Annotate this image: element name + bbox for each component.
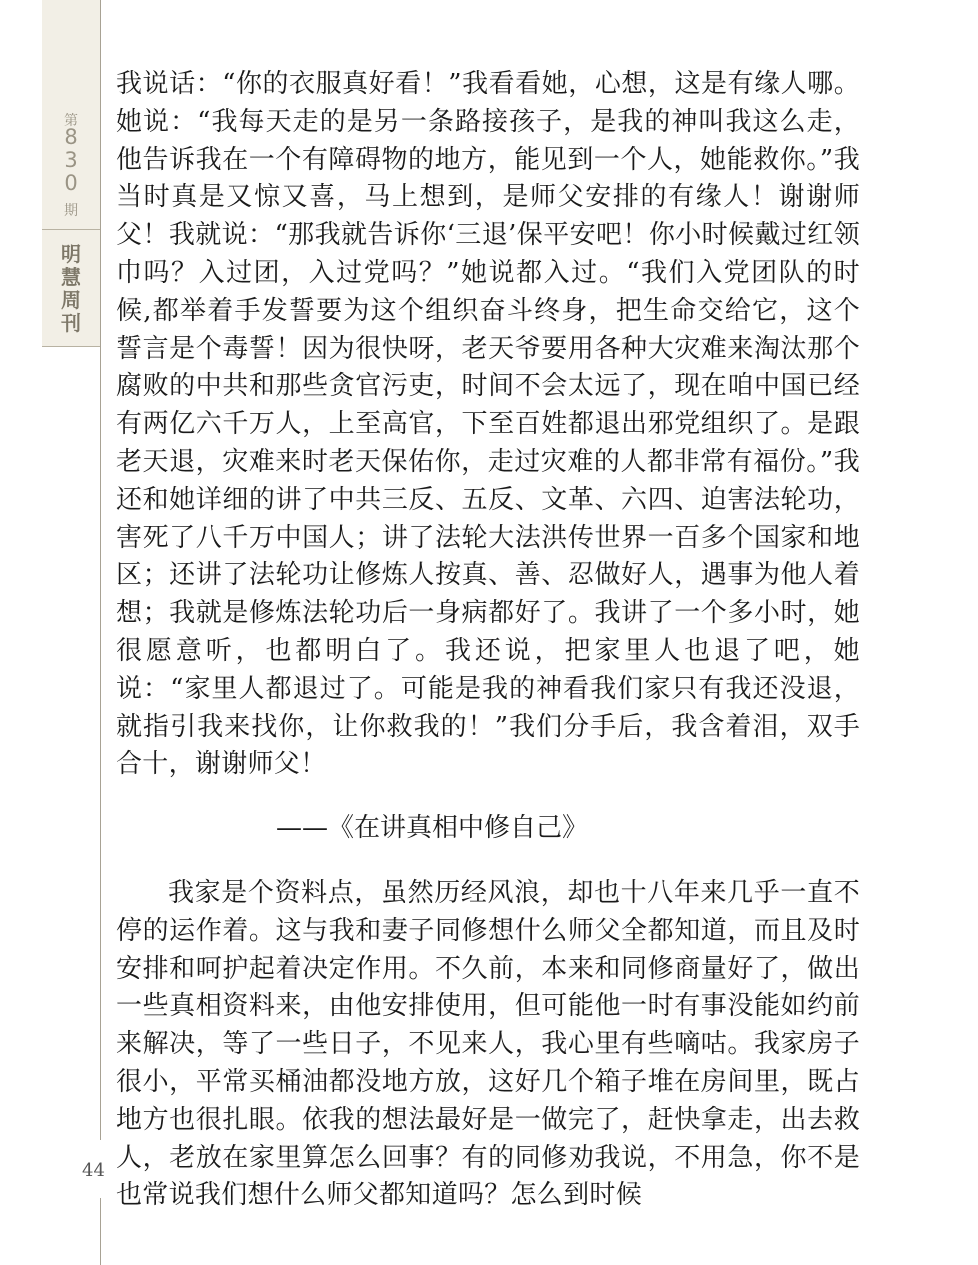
article-source: ——《在讲真相中修自己》 xyxy=(276,813,589,844)
paragraph-2: 我家是个资料点，虽然历经风浪，却也十八年来几乎一直不停的运作着。这与我和妻子同修想什么师父全都知道，而且及时安排和呵护起着决定作用。不久前，本来和同修商量好了，做出一些真相资料来，由他安排使用，但可能他一时有事没能如约前来解决，等了一些日子，不见来人，我心里有些嘀咕。我家房子很小，平常买桶油都没地方放，这好几个箱子堆在房间里，既占地方也很扎眼。依我的想法最好是一做完了，赶快拿走，出去救人，老放在家里算怎么回事？有的同修劝我说，不用急，你不是也常说我们想什么师父都知道吗？怎么到时候 xyxy=(116,877,860,1211)
article-body xyxy=(116,66,860,1215)
issue-prefix: 第 xyxy=(64,113,78,129)
issue-suffix: 期 xyxy=(64,203,78,219)
margin-rule xyxy=(100,0,101,1140)
issue-number: 830 xyxy=(64,125,78,195)
margin-rule-lower xyxy=(100,1198,101,1265)
page-number: 44 xyxy=(82,1160,105,1181)
sidebar-divider xyxy=(42,229,100,230)
paragraph-1: 我说话：“你的衣服真好看！”我看看她，心想，这是有缘人哪。她说：“我每天走的是另一条路接孩子，是我的神叫我这么走，他告诉我在一个有障碍物的地方，能见到一个人，她能救你。”我当时真是又惊又喜，马上想到，是师父安排的有缘人！谢谢师父！我就说：“那我就告诉你‘三退’保平安吧！你小时候戴过红领巾吗？入过团，入过党吗？”她说都入过。“我们入党团队的时候,都举着手发誓要为这个组织奋斗终身，把生命交给它，这个誓言是个毒誓！因为很快呀，老天爷要用各种大灾难来淘汰那个腐败的中共和那些贪官污吏，时间不会太远了，现在咱中国已经有两亿六千万人，上至高官，下至百姓都退出邪党组织了。是跟老天退，灾难来时老天保佑你，走过灾难的人都非常有福份。”我还和她详细的讲了中共三反、五反、文革、六四、迫害法轮功，害死了八千万中国人；讲了法轮大法洪传世界一百多个国家和地区；还讲了法轮功让修炼人按真、善、忍做好人，遇事为他人着想；我就是修炼法轮功后一身病都好了。我讲了一个多小时，她很愿意听，也都明白了。我还说，把家里人也退了吧，她说：“家里人都退过了。可能是我的神看我们家只有我还没退，就指引我来找你，让你救我的！”我们分手后，我含着泪，双手合十，谢谢师父！ xyxy=(116,69,860,780)
publication-brand: 明慧周刊 xyxy=(61,242,81,335)
